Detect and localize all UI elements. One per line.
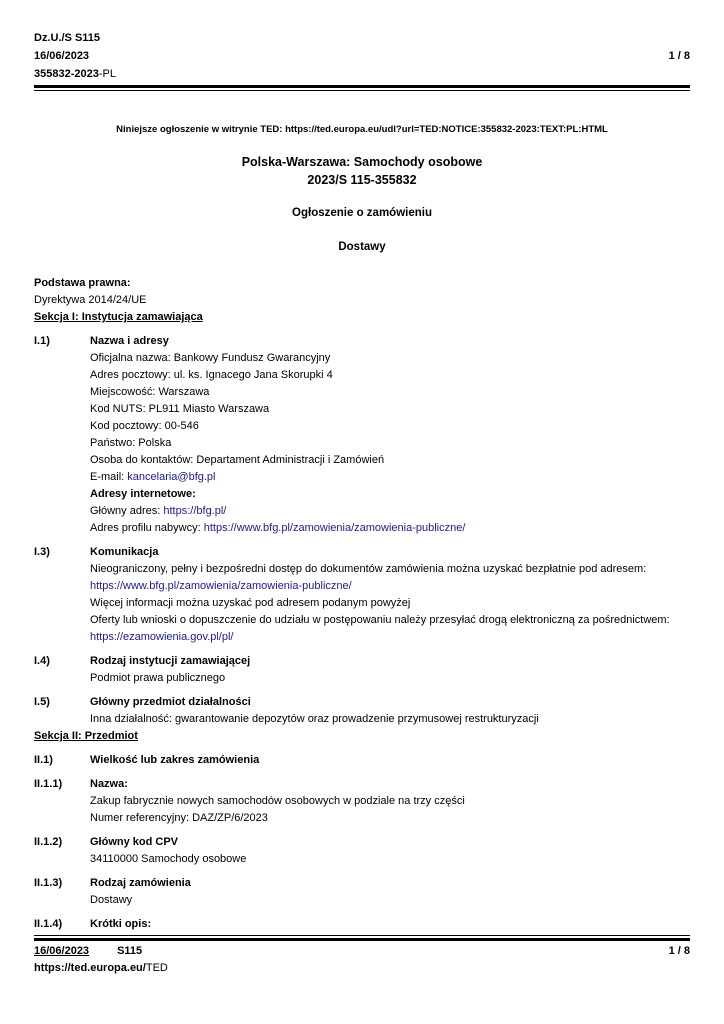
footer-url-line [34,960,690,977]
footer-date: 16/06/2023 [34,945,90,957]
item-body [90,776,690,827]
header-page-number: 1 / 8 [668,50,690,62]
footer-url-suffix: TED [145,962,168,974]
item-body [90,875,690,909]
journal-reference: Dz.U./S S115 [34,32,101,44]
item-line [90,810,690,827]
section-item [34,333,690,537]
title-line-2: 2023/S 115-355832 [307,173,417,187]
legal-basis-value: Dyrektywa 2014/24/UE [34,294,147,306]
title-line-1: Polska-Warszawa: Samochody osobowe [241,155,483,169]
item-title: Nazwa: [90,778,128,790]
hyperlink[interactable]: https://www.bfg.pl/zamowienia/zamowienia-publiczne/ [90,580,352,592]
item-title: Rodzaj instytucji zamawiającej [90,655,251,667]
item-line [90,503,690,520]
text-segment: Zakup fabrycznie nowych samochodów osobowych w podziale na trzy części [90,795,465,807]
ted-notice-line: Niniejsze ogłoszenie w witrynie TED: https://ted.europa.eu/udl?url=TED:NOTICE:355832-2023:TEXT:PL:HTML [116,124,608,135]
item-number: II.1.1) [34,778,63,790]
text-segment: Inna działalność: gwarantowanie depozytów oraz prowadzenie przymusowej restrukturyzacji [90,713,539,725]
item-title: Główny kod CPV [90,836,179,848]
item-line [90,892,690,909]
notice-type: Ogłoszenie o zamówieniu [292,207,432,219]
section-item [34,694,690,728]
text-segment: Oficjalna nazwa: Bankowy Fundusz Gwarancyjny [90,352,331,364]
item-line [90,384,690,401]
item-line [90,401,690,418]
item-line [90,435,690,452]
text-segment: Główny adres: [90,505,164,517]
header-rule [34,85,690,91]
section-item [34,834,690,868]
notice-number: 355832-2023 [34,68,99,80]
hyperlink[interactable]: https://ezamowienia.gov.pl/pl/ [90,631,234,643]
item-number: II.1.3) [34,877,63,889]
footer-info-row [34,943,690,960]
item-line [90,561,690,595]
item-line [90,520,690,537]
item-title: Wielkość lub zakres zamówienia [90,754,260,766]
item-body [90,333,690,537]
item-title: Krótki opis: [90,918,152,930]
notice-number-line [34,65,690,83]
hyperlink[interactable]: https://www.bfg.pl/zamowienia/zamowienia-publiczne/ [203,522,466,534]
text-segment: Numer referencyjny: DAZ/ZP/6/2023 [90,812,268,824]
item-number: II.1.4) [34,918,63,930]
item-title: Nazwa i adresy [90,335,169,347]
item-body [90,544,690,646]
item-line [90,612,690,646]
item-body [90,694,690,728]
legal-basis-label: Podstawa prawna: [34,277,131,289]
item-line [90,418,690,435]
item-title: Rodzaj zamówienia [90,877,191,889]
item-line [90,452,690,469]
text-segment: Państwo: Polska [90,437,172,449]
section-heading: Sekcja I: Instytucja zamawiająca [34,311,203,323]
text-segment: Dostawy [90,894,133,906]
section-item [34,916,690,933]
item-number: I.3) [34,546,50,558]
text-segment: Miejscowość: Warszawa [90,386,210,398]
header-lines [34,29,690,83]
item-body [90,653,690,687]
text-segment: Nieograniczony, pełny i bezpośredni dostęp do dokumentów zamówienia można uzyskać bezpłatnie pod adresem: [90,563,647,575]
page-footer [34,935,690,977]
section-item [34,544,690,646]
text-segment: Podmiot prawa publicznego [90,672,226,684]
section-item [34,875,690,909]
item-line [90,486,690,503]
section-item [34,752,690,769]
item-line [90,350,690,367]
text-segment: Adresy internetowe: [90,488,196,500]
text-segment: Kod pocztowy: 00-546 [90,420,199,432]
text-segment: Adres pocztowy: ul. ks. Ignacego Jana Skorupki 4 [90,369,333,381]
text-segment: Osoba do kontaktów: Departament Administracji i Zamówień [90,454,385,466]
item-line [90,711,690,728]
item-body [90,752,690,769]
section-item [34,653,690,687]
item-line [90,469,690,486]
text-segment: Adres profilu nabywcy: [90,522,204,534]
item-line [90,367,690,384]
header-date: 16/06/2023 [34,50,90,62]
legal-basis [34,275,690,309]
footer-series: S115 [117,945,143,957]
text-segment: 34110000 Samochody osobowe [90,853,247,865]
page-header [34,0,690,83]
text-segment: Oferty lub wnioski o dopuszczenie do udziału w postępowaniu należy przesyłać drogą elektroniczną za pośrednictwem: [90,614,670,626]
hyperlink[interactable]: https://bfg.pl/ [163,505,227,517]
item-number: I.1) [34,335,50,347]
item-number: II.1.2) [34,836,63,848]
item-number: II.1) [34,754,53,766]
item-body [90,916,690,933]
item-number: I.5) [34,696,50,708]
item-number: I.4) [34,655,50,667]
item-line [90,595,690,612]
footer-page-number: 1 / 8 [668,945,690,957]
text-segment: Więcej informacji można uzyskać pod adresem podanym powyżej [90,597,411,609]
hyperlink[interactable]: kancelaria@bfg.pl [127,471,216,483]
section-heading: Sekcja II: Przedmiot [34,730,138,742]
text-segment: Kod NUTS: PL911 Miasto Warszawa [90,403,270,415]
document-title [34,153,690,189]
item-line [90,793,690,810]
sections [34,309,690,933]
footer-rule [34,935,690,941]
contract-type: Dostawy [338,241,386,253]
section-item [34,776,690,827]
item-line [90,851,690,868]
item-line [90,670,690,687]
item-body [90,834,690,868]
item-title: Komunikacja [90,546,159,558]
item-title: Główny przedmiot działalności [90,696,251,708]
notice-language-suffix: -PL [98,68,116,80]
text-segment: E-mail: [90,471,128,483]
footer-url: https://ted.europa.eu/ [34,962,146,974]
